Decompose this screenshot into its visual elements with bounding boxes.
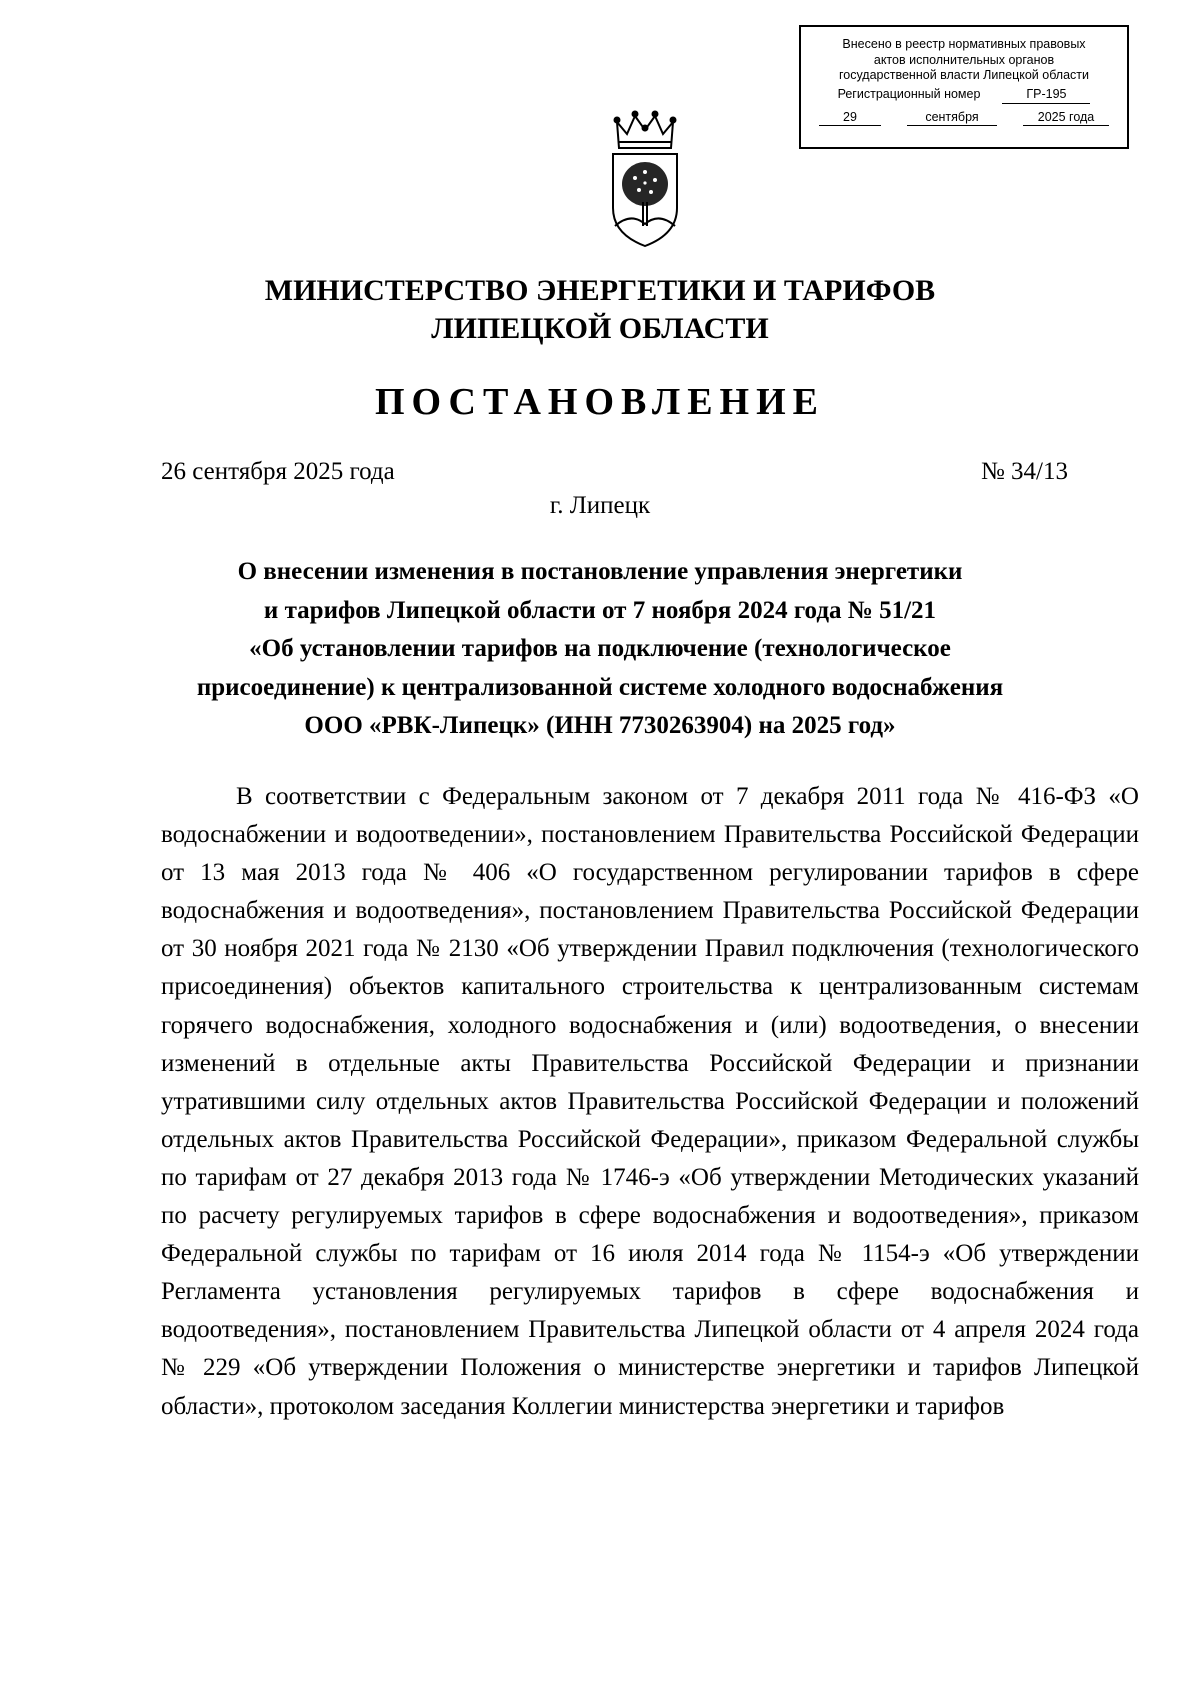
stamp-date-row xyxy=(801,110,1127,127)
title-line-3: «Об установлении тарифов на подключение (технологическое xyxy=(249,635,951,662)
body-paragraph xyxy=(161,778,1139,1426)
stamp-day: 29 xyxy=(819,110,881,127)
document-number: № 34/13 xyxy=(980,458,1068,485)
stamp-registration-row xyxy=(801,87,1127,104)
document-title xyxy=(120,553,1080,746)
document-type: ПОСТАНОВЛЕНИЕ xyxy=(374,381,826,423)
body-paragraph-text: В соответствии с Федеральным законом от 7 декабря 2011 года № 416-ФЗ «О водоснабжении и водоотведении», постановлением Правительства Российской Федерации от 13 мая 2013 года № 406 «О государственном регулировании тарифов в сфере водоснабжения и водоотведения», постановлением Правительства Российской Федерации от 30 ноября 2021 года № 2130 «Об утверждении Правил подключения (технологического присоединения) объектов капитального строительства к централизованным системам горячего водоснабжения, холодного водоснабжения и (или) водоотведения, о внесении изменений в отдельные акты Правительства Российской Федерации и признании утратившими силу отдельных актов Правительства Российской Федерации и положений отдельных актов Правительства Российской Федерации», приказом Федеральной службы по тарифам от 27 декабря 2013 года № 1746-э «Об утверждении Методических указаний по расчету регулируемых тарифов в сфере водоснабжения и водоотведения», приказом Федеральной службы по тарифам от 16 июля 2014 года № 1154-э «Об утверждении Регламента установления регулируемых тарифов в сфере водоснабжения и водоотведения», постановлением Правительства Липецкой области от 4 апреля 2024 года № 229 «Об утверждении Положения о министерстве энергетики и тарифов Липецкой области», протоколом заседания Коллегии министерства энергетики и тарифов xyxy=(161,783,1139,1420)
document-city: г. Липецк xyxy=(549,492,651,519)
ministry-name xyxy=(0,272,1200,348)
stamp-reg-label: Регистрационный номер xyxy=(837,86,981,101)
stamp-line-1: Внесено в реестр нормативных правовых xyxy=(842,37,1086,51)
stamp-month: сентября xyxy=(907,110,997,127)
title-line-4: присоединение) к централизованной системе холодного водоснабжения xyxy=(196,673,1004,701)
registry-stamp xyxy=(799,25,1129,149)
document-date: 26 сентября 2025 года xyxy=(161,458,395,485)
stamp-line-3: государственной власти Липецкой области xyxy=(838,68,1090,83)
stamp-reg-number: ГР-195 xyxy=(1002,87,1090,104)
stamp-line-2: актов исполнительных органов xyxy=(873,52,1055,67)
title-line-5: ООО «РВК-Липецк» (ИНН 7730263904) на 2025 год» xyxy=(304,712,896,739)
stamp-year: 2025 года xyxy=(1023,110,1109,127)
ministry-line-1: МИНИСТЕРСТВО ЭНЕРГЕТИКИ И ТАРИФОВ xyxy=(264,274,936,307)
title-line-1: О внесении изменения в постановление управления энергетики xyxy=(237,558,963,585)
title-line-2: и тарифов Липецкой области от 7 ноября 2024 года № 51/21 xyxy=(263,596,937,624)
lipetsk-coat-of-arms-icon xyxy=(605,108,685,250)
ministry-line-2: ЛИПЕЦКОЙ ОБЛАСТИ xyxy=(431,312,769,345)
